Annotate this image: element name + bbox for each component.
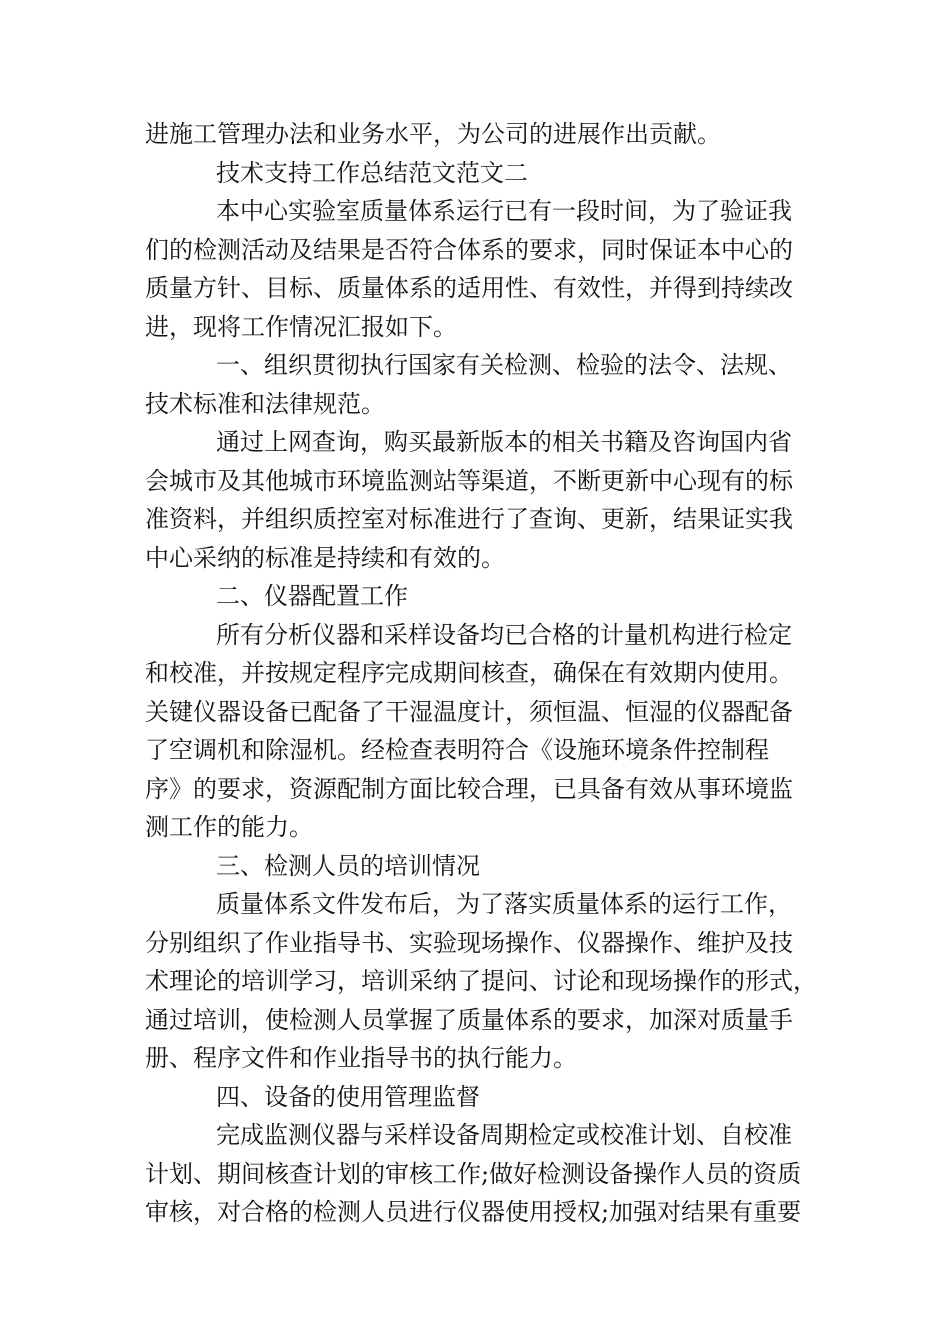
document-body <box>145 115 817 1232</box>
text-line: 分别组织了作业指导书、实验现场操作、仪器操作、维护及技 <box>145 928 793 957</box>
section-heading: 二、仪器配置工作 <box>216 582 408 610</box>
text-line: 准资料，并组织质控室对标准进行了查询、更新，结果证实我 <box>145 505 793 533</box>
text-line: 计划、期间核查计划的审核工作;做好检测设备操作人员的资质 <box>145 1159 802 1188</box>
text-line: 册、程序文件和作业指导书的执行能力。 <box>145 1044 577 1072</box>
section-heading: 一、组织贯彻执行国家有关检测、检验的法令、法规、 <box>216 351 792 379</box>
text-line: 关键仪器设备已配备了干湿温度计，须恒温、恒湿的仪器配备 <box>145 697 793 726</box>
section-title: 技术支持工作总结范文范文二 <box>216 158 528 187</box>
text-line: 所有分析仪器和采样设备均已合格的计量机构进行检定 <box>216 620 792 649</box>
text-line: 进施工管理办法和业务水平，为公司的进展作出贡献。 <box>145 120 721 148</box>
text-line: 和校准，并按规定程序完成期间核查，确保在有效期内使用。 <box>145 659 793 687</box>
text-line: 质量体系文件发布后，为了落实质量体系的运行工作， <box>216 890 792 918</box>
text-line: 通过培训，使检测人员掌握了质量体系的要求，加深对质量手 <box>145 1005 793 1034</box>
text-line: 进，现将工作情况汇报如下。 <box>145 312 457 341</box>
text-line: 术理论的培训学习，培训采纳了提问、讨论和现场操作的形式， <box>145 967 817 995</box>
text-line: 序》的要求，资源配制方面比较合理，已具备有效从事环境监 <box>145 774 793 803</box>
section-heading: 三、检测人员的培训情况 <box>216 851 480 880</box>
text-line: 本中心实验室质量体系运行已有一段时间，为了验证我 <box>216 197 792 225</box>
text-line: 通过上网查询，购买最新版本的相关书籍及咨询国内省 <box>216 428 792 456</box>
text-line: 技术标准和法律规范。 <box>145 389 385 418</box>
text-line: 了空调机和除湿机。经检查表明符合《设施环境条件控制程 <box>145 736 769 764</box>
text-line: 测工作的能力。 <box>145 813 313 841</box>
text-line: 完成监测仪器与采样设备周期检定或校准计划、自校准 <box>216 1121 792 1149</box>
text-line: 们的检测活动及结果是否符合体系的要求，同时保证本中心的 <box>145 235 793 264</box>
text-line: 审核，对合格的检测人员进行仪器使用授权;加强对结果有重要 <box>145 1198 802 1226</box>
section-heading: 四、设备的使用管理监督 <box>216 1082 480 1111</box>
text-line: 质量方针、目标、质量体系的适用性、有效性，并得到持续改 <box>145 274 793 302</box>
text-line: 会城市及其他城市环境监测站等渠道，不断更新中心现有的标 <box>145 466 793 495</box>
text-line: 中心采纳的标准是持续和有效的。 <box>145 543 505 572</box>
